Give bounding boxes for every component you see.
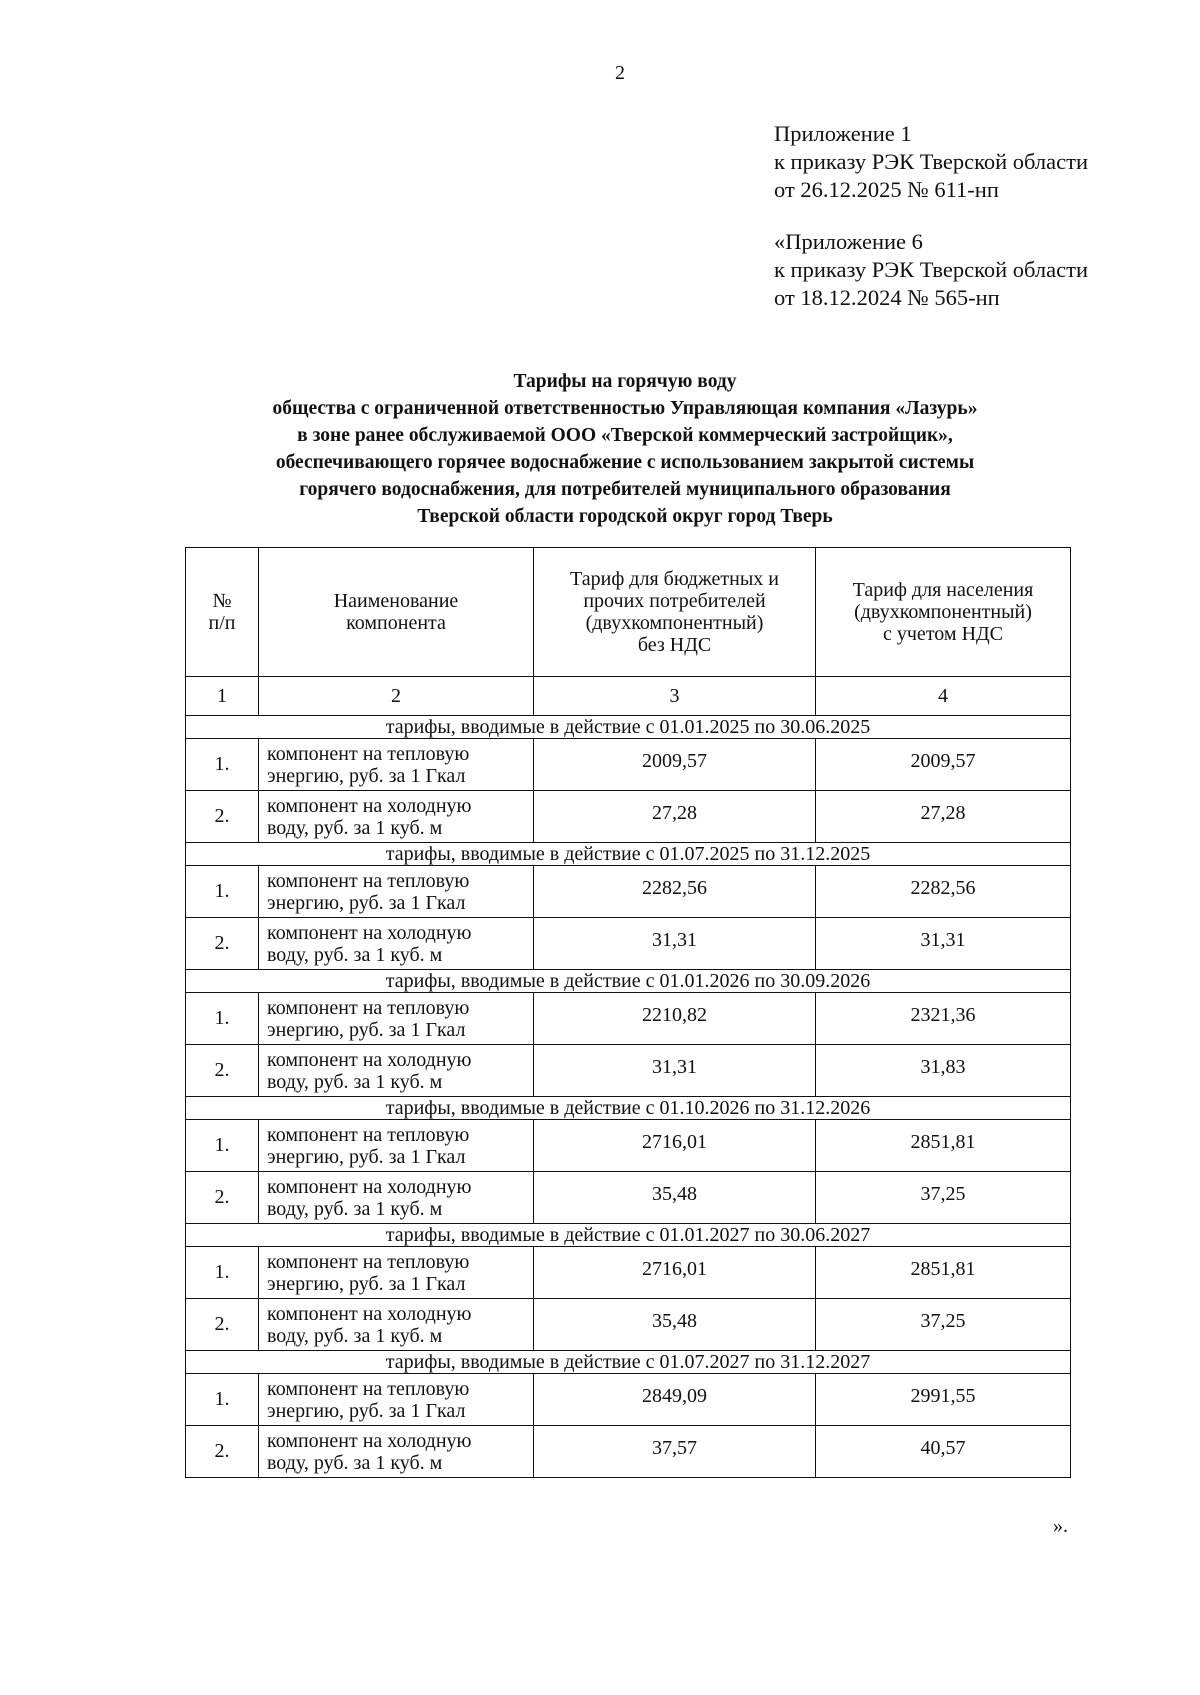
component-name-line: компонент на холодную [267, 794, 472, 817]
population-tariff-value [816, 993, 1071, 1045]
population-tariff-value [816, 791, 1071, 843]
population-tariff-text: 2282,56 [910, 877, 976, 899]
table-header-row [186, 548, 1071, 677]
population-tariff-text: 31,31 [920, 929, 966, 951]
header-text: Наименование [333, 590, 459, 612]
budget-tariff-value [534, 1247, 816, 1299]
population-tariff-text: 40,57 [920, 1437, 966, 1459]
appendix-1-block [774, 120, 1088, 204]
appendix-6-line: к приказу РЭК Тверской области [774, 257, 1089, 282]
row-number: 2. [186, 918, 259, 970]
column-number: 4 [816, 677, 1071, 716]
budget-tariff-value [534, 993, 816, 1045]
component-name-line: компонент на тепловую [267, 996, 470, 1019]
header-text: (двухкомпонентный) [854, 601, 1032, 623]
budget-tariff-text: 2009,57 [642, 750, 707, 772]
title-line: обеспечивающего горячее водоснабжение с использованием закрытой системы [275, 452, 975, 473]
budget-tariff-text: 2282,56 [642, 877, 707, 899]
component-name [259, 1247, 534, 1299]
row-number: 1. [186, 1120, 259, 1172]
component-name-line: компонент на тепловую [267, 1377, 470, 1400]
budget-tariff-text: 2716,01 [642, 1131, 707, 1153]
budget-tariff-text: 35,48 [652, 1310, 697, 1332]
component-name [259, 993, 534, 1045]
component-name [259, 1374, 534, 1426]
component-name-line: энергию, руб. за 1 Гкал [267, 764, 466, 787]
component-name-line: воду, руб. за 1 куб. м [267, 1197, 443, 1220]
table-row [186, 1247, 1071, 1299]
component-name-line: энергию, руб. за 1 Гкал [267, 1399, 466, 1422]
budget-tariff-value [534, 1426, 816, 1478]
component-name-line: воду, руб. за 1 куб. м [267, 1070, 443, 1093]
appendix-1-line: к приказу РЭК Тверской области [774, 149, 1089, 174]
budget-tariff-text: 37,57 [652, 1437, 697, 1459]
table-row [186, 993, 1071, 1045]
tariff-table [185, 547, 1071, 1478]
row-number: 1. [186, 993, 259, 1045]
header-text: Тариф для бюджетных и [570, 568, 779, 590]
component-name-line: компонент на холодную [267, 1048, 472, 1071]
budget-tariff-value [534, 1374, 816, 1426]
header-text: п/п [208, 612, 236, 634]
budget-tariff-text: 2849,09 [642, 1385, 707, 1407]
population-tariff-value [816, 1426, 1071, 1478]
header-number [186, 548, 259, 677]
budget-tariff-text: 2716,01 [642, 1258, 707, 1280]
header-text: Тариф для населения [852, 579, 1034, 601]
budget-tariff-text: 35,48 [652, 1183, 697, 1205]
table-row [186, 1120, 1071, 1172]
row-number: 1. [186, 739, 259, 791]
component-name [259, 739, 534, 791]
period-row [186, 1097, 1071, 1120]
component-name-line: энергию, руб. за 1 Гкал [267, 1272, 466, 1295]
header-text: прочих потребителей [583, 590, 766, 612]
table-row [186, 866, 1071, 918]
budget-tariff-value [534, 918, 816, 970]
row-number: 2. [186, 1426, 259, 1478]
appendix-6-line: от 18.12.2024 № 565-нп [774, 285, 1000, 310]
period-label: тарифы, вводимые в действие с 01.07.2025 по 31.12.2025 [186, 843, 1071, 866]
budget-tariff-text: 31,31 [652, 1056, 697, 1078]
component-name-line: компонент на холодную [267, 1175, 472, 1198]
budget-tariff-value [534, 1120, 816, 1172]
title-line: Тарифы на горячую воду [513, 371, 737, 392]
appendix-1-line: от 26.12.2025 № 611-нп [774, 177, 999, 202]
population-tariff-value [816, 918, 1071, 970]
title-line: общества с ограниченной ответственностью Управляющая компания «Лазурь» [272, 398, 978, 419]
component-name-line: компонент на тепловую [267, 1250, 470, 1273]
column-number: 2 [259, 677, 534, 716]
row-number: 2. [186, 791, 259, 843]
component-name-line: энергию, руб. за 1 Гкал [267, 1018, 466, 1041]
table-row [186, 1045, 1071, 1097]
period-row [186, 716, 1071, 739]
component-name-line: компонент на холодную [267, 921, 472, 944]
component-name [259, 1299, 534, 1351]
population-tariff-value [816, 1247, 1071, 1299]
population-tariff-text: 2991,55 [910, 1385, 976, 1407]
budget-tariff-value [534, 791, 816, 843]
period-label: тарифы, вводимые в действие с 01.01.2026 по 30.09.2026 [186, 970, 1071, 993]
component-name [259, 866, 534, 918]
population-tariff-value [816, 1374, 1071, 1426]
table-row [186, 1374, 1071, 1426]
component-name-line: энергию, руб. за 1 Гкал [267, 1145, 466, 1168]
header-population-tariff [816, 548, 1071, 677]
population-tariff-value [816, 1120, 1071, 1172]
period-row [186, 970, 1071, 993]
header-text: № [212, 590, 232, 612]
title-line: в зоне ранее обслуживаемой ООО «Тверской коммерческий застройщик», [297, 425, 953, 446]
period-label: тарифы, вводимые в действие с 01.10.2026 по 31.12.2026 [186, 1097, 1071, 1120]
component-name [259, 1426, 534, 1478]
component-name-line: компонент на холодную [267, 1429, 472, 1452]
population-tariff-value [816, 739, 1071, 791]
column-number-row [186, 677, 1071, 716]
population-tariff-value [816, 1172, 1071, 1224]
population-tariff-text: 2009,57 [910, 750, 976, 772]
header-text: без НДС [637, 634, 712, 656]
component-name [259, 1120, 534, 1172]
table-row [186, 791, 1071, 843]
component-name-line: компонент на холодную [267, 1302, 472, 1325]
component-name [259, 918, 534, 970]
header-text: (двухкомпонентный) [585, 612, 764, 634]
period-row [186, 1224, 1071, 1247]
header-text: с учетом НДС [883, 623, 1003, 645]
period-label: тарифы, вводимые в действие с 01.01.2027 по 30.06.2027 [186, 1224, 1071, 1247]
row-number: 1. [186, 1374, 259, 1426]
population-tariff-text: 37,25 [920, 1310, 966, 1332]
title-line: горячего водоснабжения, для потребителей муниципального образования [299, 479, 951, 500]
closing-quote: ». [1053, 1515, 1068, 1537]
table-row [186, 739, 1071, 791]
row-number: 2. [186, 1299, 259, 1351]
column-number: 3 [534, 677, 816, 716]
component-name-line: энергию, руб. за 1 Гкал [267, 891, 466, 914]
table-row [186, 918, 1071, 970]
table-row [186, 1299, 1071, 1351]
period-label: тарифы, вводимые в действие с 01.07.2027 по 31.12.2027 [186, 1351, 1071, 1374]
component-name-line: компонент на тепловую [267, 742, 470, 765]
population-tariff-text: 2851,81 [910, 1131, 976, 1153]
component-name [259, 1045, 534, 1097]
row-number: 2. [186, 1172, 259, 1224]
component-name [259, 791, 534, 843]
table-row [186, 1172, 1071, 1224]
component-name-line: воду, руб. за 1 куб. м [267, 1451, 443, 1474]
budget-tariff-text: 31,31 [652, 929, 697, 951]
budget-tariff-value [534, 739, 816, 791]
row-number: 1. [186, 866, 259, 918]
population-tariff-value [816, 1045, 1071, 1097]
title-line: Тверской области городской округ город Тверь [417, 506, 833, 527]
period-row [186, 1351, 1071, 1374]
budget-tariff-text: 27,28 [652, 802, 697, 824]
population-tariff-value [816, 1299, 1071, 1351]
table-row [186, 1426, 1071, 1478]
population-tariff-text: 31,83 [920, 1056, 966, 1078]
population-tariff-value [816, 866, 1071, 918]
component-name-line: воду, руб. за 1 куб. м [267, 816, 443, 839]
component-name-line: воду, руб. за 1 куб. м [267, 943, 443, 966]
component-name-line: компонент на тепловую [267, 1123, 470, 1146]
budget-tariff-value [534, 1172, 816, 1224]
row-number: 2. [186, 1045, 259, 1097]
population-tariff-text: 37,25 [920, 1183, 966, 1205]
appendix-6-line: «Приложение 6 [774, 229, 923, 254]
period-label: тарифы, вводимые в действие с 01.01.2025 по 30.06.2025 [186, 716, 1071, 739]
column-number: 1 [186, 677, 259, 716]
budget-tariff-value [534, 866, 816, 918]
component-name-line: компонент на тепловую [267, 869, 470, 892]
header-component-name [259, 548, 534, 677]
budget-tariff-text: 2210,82 [642, 1004, 707, 1026]
component-name-line: воду, руб. за 1 куб. м [267, 1324, 443, 1347]
header-text: компонента [346, 612, 446, 634]
population-tariff-text: 2321,36 [910, 1004, 976, 1026]
budget-tariff-value [534, 1045, 816, 1097]
document-title [170, 368, 1080, 530]
population-tariff-text: 27,28 [920, 802, 966, 824]
appendix-6-block [774, 228, 1088, 312]
period-row [186, 843, 1071, 866]
component-name [259, 1172, 534, 1224]
population-tariff-text: 2851,81 [910, 1258, 976, 1280]
budget-tariff-value [534, 1299, 816, 1351]
header-budget-tariff [534, 548, 816, 677]
page-number: 2 [615, 62, 625, 84]
row-number: 1. [186, 1247, 259, 1299]
appendix-1-line: Приложение 1 [774, 121, 912, 146]
